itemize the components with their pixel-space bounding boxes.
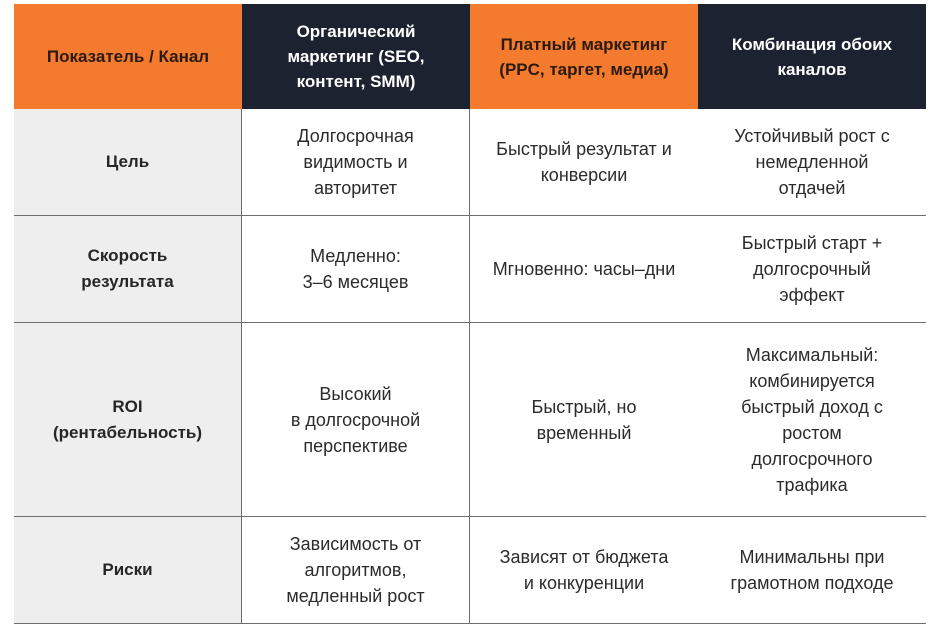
organic-cell: Высокий в долгосрочной перспективе (242, 323, 470, 516)
paid-cell: Быстрый результат и конверсии (496, 139, 672, 185)
combined-cell: Быстрый старт + долгосрочный эффект (741, 233, 883, 305)
paid-cell: Мгновенно: часы–дни (492, 259, 676, 279)
header-cell-paid: Платный маркетинг (PPC, таргет, медиа) (470, 4, 698, 109)
row-label: Цель (14, 109, 242, 215)
row-label: Скорость результата (14, 216, 242, 322)
table-row-goal (14, 109, 926, 216)
comparison-table (14, 4, 926, 624)
organic-cell: Зависимость от алгоритмов, медленный рост (242, 517, 470, 623)
paid-cell: Быстрый, но временный (531, 396, 637, 443)
table-header-row (14, 4, 926, 109)
paid-cell: Зависят от бюджета и конкуренции (499, 547, 669, 593)
header-cell-organic: Органический маркетинг (SEO, контент, SMM) (242, 4, 470, 109)
table-row-speed (14, 216, 926, 323)
combined-cell: Устойчивый рост с немедленной отдачей (734, 126, 890, 198)
combined-cell: Максимальный: комбинируется быстрый доход с ростом долгосрочного трафика (741, 344, 883, 495)
organic-cell: Медленно: 3–6 месяцев (242, 216, 470, 322)
organic-cell: Долгосрочная видимость и авторитет (242, 109, 470, 215)
combined-cell: Минимальны при грамотном подходе (730, 547, 894, 593)
row-label: ROI (рентабельность) (14, 323, 242, 516)
header-cell-metric: Показатель / Канал (14, 4, 242, 109)
header-cell-combined: Комбинация обоих каналов (698, 4, 926, 109)
row-label: Риски (14, 517, 242, 623)
table-row-risks (14, 517, 926, 624)
table-row-roi (14, 323, 926, 517)
